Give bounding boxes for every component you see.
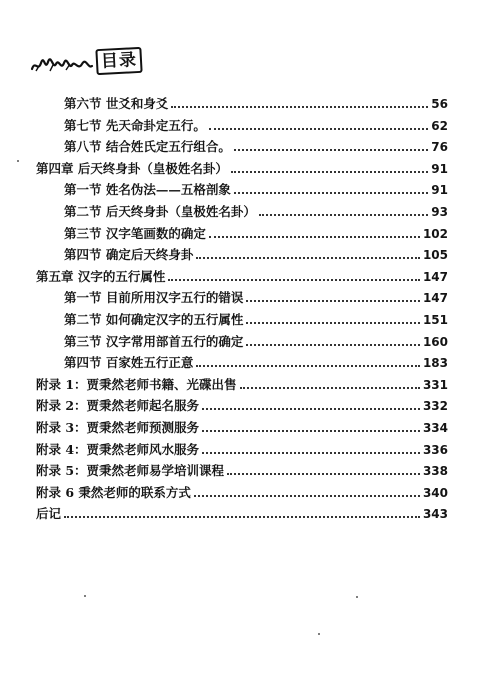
toc-section-entry	[36, 178, 448, 198]
page-speck	[356, 596, 358, 598]
dot-leader	[202, 430, 420, 432]
toc-page-number: 91	[431, 161, 448, 176]
toc-page-number: 338	[422, 464, 448, 479]
toc-page-number: 331	[422, 377, 448, 392]
toc-page-number: 147	[422, 291, 448, 306]
toc-entry-title: 第四章 后天终身卦（皇极姓名卦）	[36, 160, 228, 176]
page-title: 目录	[95, 47, 142, 75]
toc-entry-title: 第七节 先天命卦定五行。	[64, 117, 206, 133]
toc-entry-title: 第四节 百家姓五行正意	[64, 355, 194, 371]
toc-page-number: 343	[422, 507, 448, 522]
toc-entry-title: 附录 5：贾秉然老师易学培训课程	[36, 463, 225, 479]
toc-page-number: 336	[422, 442, 448, 457]
dot-leader	[194, 495, 420, 497]
toc-entry-title: 附录 3：贾秉然老师预测服务	[36, 420, 200, 435]
toc-entry-title: 第三节 汉字笔画数的确定	[64, 225, 206, 241]
toc-section-entry	[36, 330, 448, 350]
dot-leader	[234, 149, 428, 151]
page-speck	[17, 160, 19, 162]
toc-entry-title: 附录 6 秉然老师的联系方式	[36, 484, 191, 500]
toc-entry-title: 第二节 后天终身卦（皇极姓名卦）	[64, 204, 256, 219]
toc-chapter-entry	[36, 373, 448, 393]
page-speck	[318, 633, 320, 635]
toc-page-number: 334	[422, 421, 448, 435]
toc-page-number: 62	[431, 118, 448, 133]
dot-leader	[227, 473, 420, 475]
dot-leader	[64, 516, 420, 518]
toc-entry-title: 第一节 姓名伪法——五格剖象	[64, 182, 231, 198]
toc-entry-title: 附录 4：贾秉然老师风水服务	[36, 441, 200, 457]
dot-leader	[246, 322, 420, 324]
dot-leader	[234, 192, 428, 194]
page-header	[30, 48, 142, 74]
toc-entry-title: 第五章 汉字的五行属性	[36, 268, 166, 284]
toc-chapter-entry	[36, 157, 448, 177]
toc-chapter-entry	[36, 481, 448, 501]
toc-entry-title: 附录 2：贾秉然老师起名服务	[36, 398, 200, 414]
toc-page-number: 332	[422, 399, 448, 414]
toc-chapter-entry	[36, 265, 448, 285]
toc-page-number: 183	[422, 356, 448, 371]
toc-chapter-entry	[36, 459, 448, 479]
toc-chapter-entry	[36, 416, 448, 436]
toc-section-entry	[36, 135, 448, 155]
dot-leader	[209, 236, 420, 238]
dot-leader	[246, 344, 420, 346]
toc-section-entry	[36, 200, 448, 220]
toc-section-entry	[36, 243, 448, 263]
toc-chapter-entry	[36, 502, 448, 522]
dot-leader	[246, 300, 420, 302]
dot-leader	[171, 106, 428, 108]
toc-entry-title: 第六节 世爻和身爻	[64, 96, 169, 111]
toc-chapter-entry	[36, 394, 448, 414]
dot-leader	[259, 214, 428, 216]
toc-page-number: 102	[422, 226, 448, 241]
toc-page-number: 91	[431, 183, 448, 198]
dot-leader	[240, 387, 420, 389]
toc-entry-title: 后记	[36, 506, 62, 522]
toc-section-entry	[36, 92, 448, 112]
toc-entry-title: 第八节 结合姓氏定五行组合。	[64, 139, 231, 155]
toc-page-number: 147	[422, 269, 448, 284]
dot-leader	[196, 257, 420, 259]
dot-leader	[231, 171, 428, 173]
toc-entry-title: 第一节 目前所用汉字五行的错误	[64, 290, 244, 306]
dot-leader	[202, 452, 420, 454]
toc-page-number: 151	[422, 313, 448, 327]
toc-entry-title: 第二节 如何确定汉字的五行属性	[64, 312, 244, 327]
toc-section-entry	[36, 286, 448, 306]
toc-chapter-entry	[36, 438, 448, 458]
handwriting-flourish-icon	[30, 56, 94, 74]
toc-page-number: 93	[431, 205, 448, 219]
toc-page-number: 160	[422, 334, 448, 349]
toc-section-entry	[36, 222, 448, 242]
toc-entry-title: 第三节 汉字常用部首五行的确定	[64, 333, 244, 349]
page-speck	[84, 595, 86, 597]
toc-section-entry	[36, 351, 448, 371]
toc-section-entry	[36, 308, 448, 328]
dot-leader	[209, 128, 428, 130]
toc-page-number: 76	[431, 140, 448, 155]
dot-leader	[202, 408, 420, 410]
toc-entry-title: 附录 1：贾秉然老师书籍、光碟出售	[36, 376, 237, 392]
toc-page-number: 105	[422, 248, 448, 263]
toc-section-entry	[36, 114, 448, 134]
toc-page-number: 56	[431, 97, 448, 111]
dot-leader	[168, 279, 420, 281]
dot-leader	[196, 365, 420, 367]
toc-entry-title: 第四节 确定后天终身卦	[64, 247, 194, 263]
toc-page-number: 340	[422, 485, 448, 500]
